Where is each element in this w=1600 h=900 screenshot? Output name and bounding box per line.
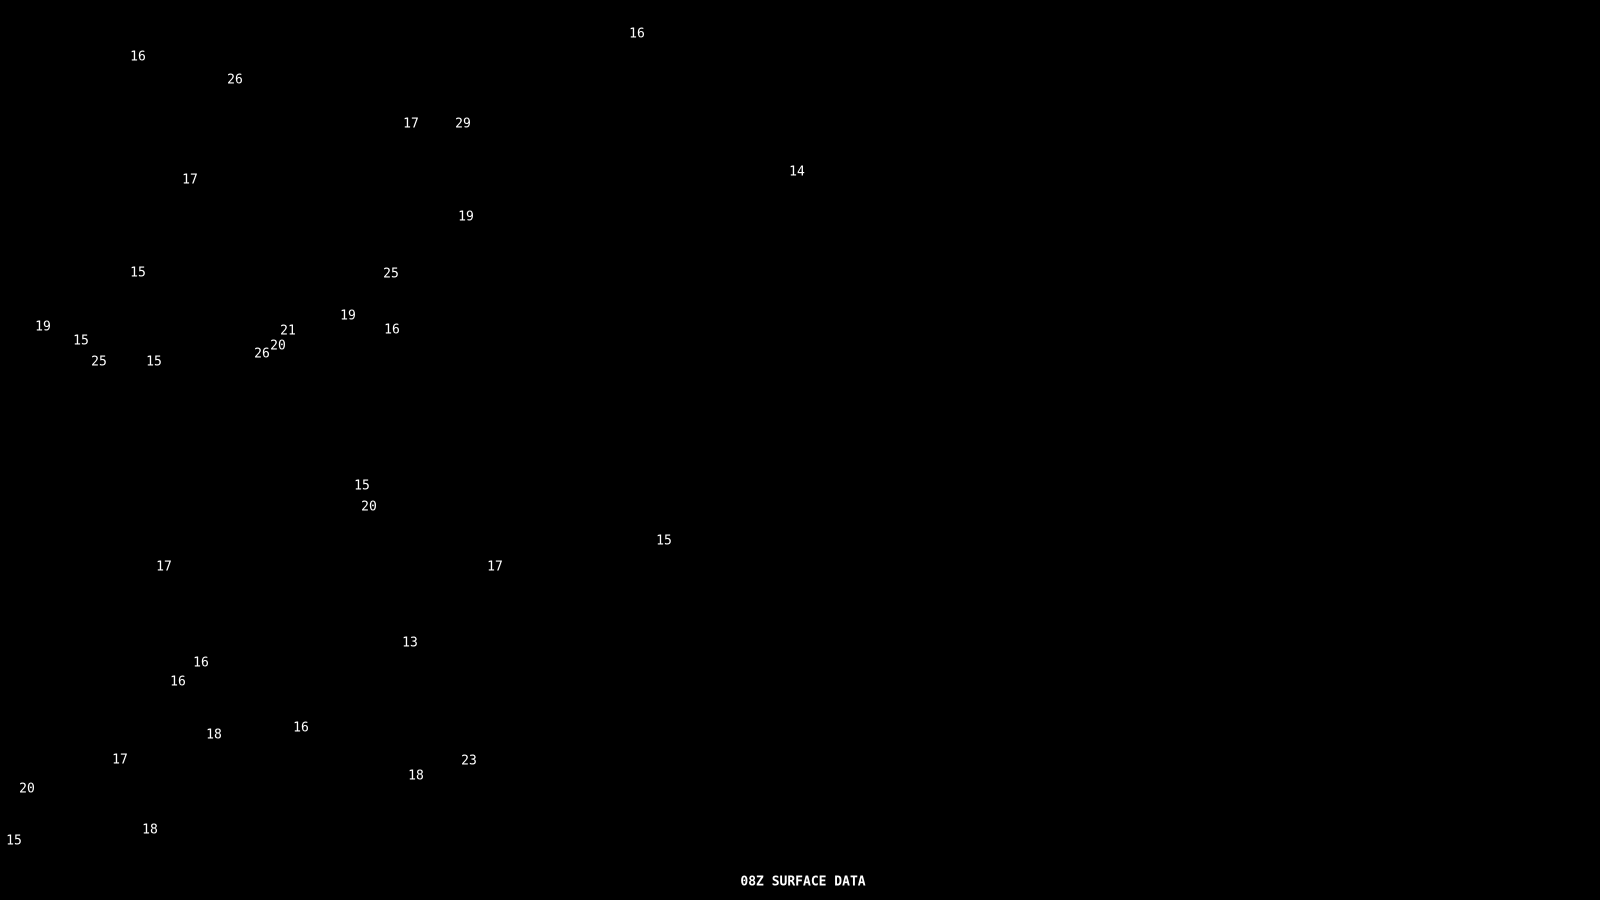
- station-value: 20: [19, 781, 35, 797]
- station-value: 16: [170, 674, 186, 690]
- station-value: 15: [73, 333, 89, 349]
- station-value: 17: [403, 116, 419, 132]
- station-value: 25: [91, 354, 107, 370]
- station-value: 17: [112, 752, 128, 768]
- station-value: 17: [156, 559, 172, 575]
- station-value: 21: [280, 323, 296, 339]
- station-value: 29: [455, 116, 471, 132]
- plot-caption: 08Z SURFACE DATA: [740, 874, 866, 890]
- station-value: 17: [182, 172, 198, 188]
- station-value: 26: [254, 346, 270, 362]
- station-value: 16: [293, 720, 309, 736]
- station-value: 14: [789, 164, 805, 180]
- station-value: 15: [6, 833, 22, 849]
- station-value: 20: [361, 499, 377, 515]
- station-value: 19: [458, 209, 474, 225]
- station-value: 16: [193, 655, 209, 671]
- station-value: 16: [130, 49, 146, 65]
- station-value: 25: [383, 266, 399, 282]
- station-value: 16: [384, 322, 400, 338]
- station-value: 15: [130, 265, 146, 281]
- station-value: 23: [461, 753, 477, 769]
- station-value: 18: [408, 768, 424, 784]
- station-value: 20: [270, 338, 286, 354]
- station-value: 15: [146, 354, 162, 370]
- station-value: 15: [656, 533, 672, 549]
- station-value: 15: [354, 478, 370, 494]
- station-value: 16: [629, 26, 645, 42]
- station-value: 18: [142, 822, 158, 838]
- station-value: 17: [487, 559, 503, 575]
- station-value: 19: [340, 308, 356, 324]
- station-value: 13: [402, 635, 418, 651]
- station-value: 18: [206, 727, 222, 743]
- station-value: 26: [227, 72, 243, 88]
- station-value: 19: [35, 319, 51, 335]
